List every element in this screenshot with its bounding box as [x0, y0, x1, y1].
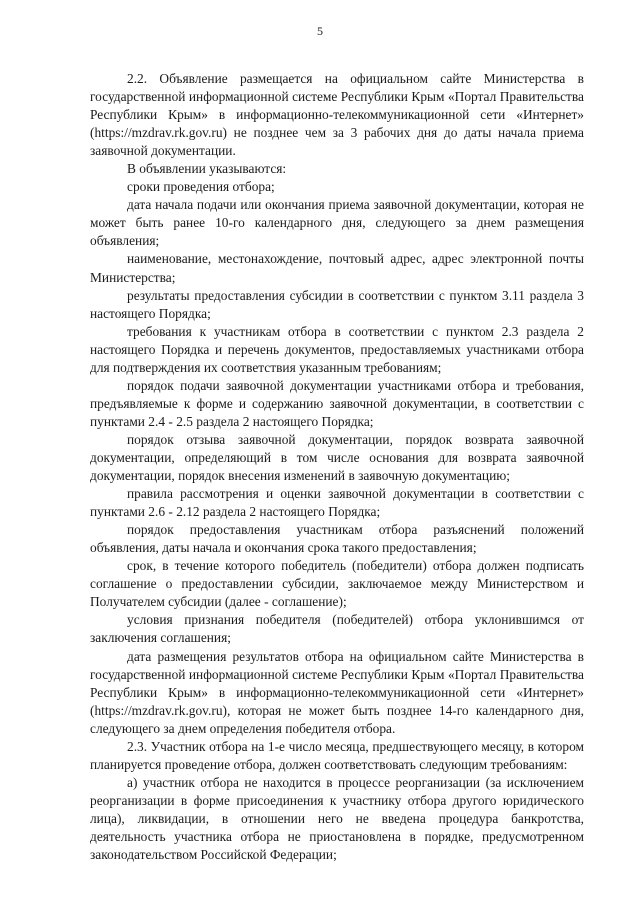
paragraph-participant-requirements: требования к участникам отбора в соответствии с пунктом 2.3 раздела 2 настоящего Порядка и перечень документов, предоставляемых участниками отбора для подтверждения их соответствия указанным требованиям; — [90, 323, 584, 375]
paragraph-submission-procedure: порядок подачи заявочной документации участниками отбора и требования, предъявляемые к форме и содержанию заявочной документации, в соответствии с пунктами 2.4 - 2.5 раздела 2 настоящего Порядка; — [90, 377, 584, 429]
paragraph-results-publication: дата размещения результатов отбора на официальном сайте Министерства в государственной информационной системе Республики Крым «Портал Правительства Республики Крым» в информационно-телекоммуникационной сети «Интернет» (https://mzdrav.rk.gov.ru), которая не может быть позднее 14-го календарного дня, следующего за днем определения победителя отбора. — [90, 648, 584, 736]
paragraph-2-3: 2.3. Участник отбора на 1-е число месяца, предшествующего месяцу, в котором планируется проведение отбора, должен соответствовать следующим требованиям: — [90, 738, 584, 772]
paragraph-evasion-conditions: условия признания победителя (победителей) отбора уклонившимся от заключения соглашения; — [90, 612, 584, 646]
document-body — [90, 70, 584, 864]
paragraph-2-3-a: а) участник отбора не находится в процессе реорганизации (за исключением реорганизации в форме присоединения к участнику отбора другого юридического лица), ликвидации, в отношении него не введена процедура банкротства, деятельность участника отбора не приостановлена в порядке, предусмотренном законодательством Российской Федерации; — [90, 774, 584, 863]
page-number: 5 — [317, 24, 323, 38]
paragraph-withdrawal-procedure: порядок отзыва заявочной документации, порядок возврата заявочной документации, определяющий в том числе основания для возврата заявочной документации, порядок внесения изменений в заявочную документацию; — [90, 431, 584, 484]
paragraph-agreement-deadline: срок, в течение которого победитель (победители) отбора должен подписать соглашение о предоставлении субсидии, заключаемое между Министерством и Получателем субсидии (далее - соглашение); — [90, 558, 584, 610]
paragraph-2-2: 2.2. Объявление размещается на официальном сайте Министерства в государственной информационной системе Республики Крым «Портал Правительства Республики Крым» в информационно-телекоммуникационной сети «Интернет» (https://mzdrav.rk.gov.ru) не позднее чем за 3 рабочих дня до даты начала приема заявочной документации. — [90, 71, 584, 159]
paragraph-selection-dates: сроки проведения отбора; — [127, 179, 275, 195]
paragraph-announcement-intro: В объявлении указываются: — [127, 161, 287, 177]
paragraph-submission-dates: дата начала подачи или окончания приема заявочной документации, которая не может быть ранее 10-го календарного дня, следующего за днем размещения объявления; — [90, 197, 584, 249]
paragraph-subsidy-results: результаты предоставления субсидии в соответствии с пунктом 3.11 раздела 3 настоящего Порядка; — [90, 287, 584, 321]
paragraph-evaluation-rules: правила рассмотрения и оценки заявочной документации в соответствии с пунктами 2.6 - 2.12 раздела 2 настоящего Порядка; — [90, 486, 584, 520]
paragraph-clarifications: порядок предоставления участникам отбора разъяснений положений объявления, даты начала и окончания срока такого предоставления; — [90, 522, 584, 556]
paragraph-ministry-contacts: наименование, местонахождение, почтовый адрес, адрес электронной почты Министерства; — [90, 251, 584, 285]
